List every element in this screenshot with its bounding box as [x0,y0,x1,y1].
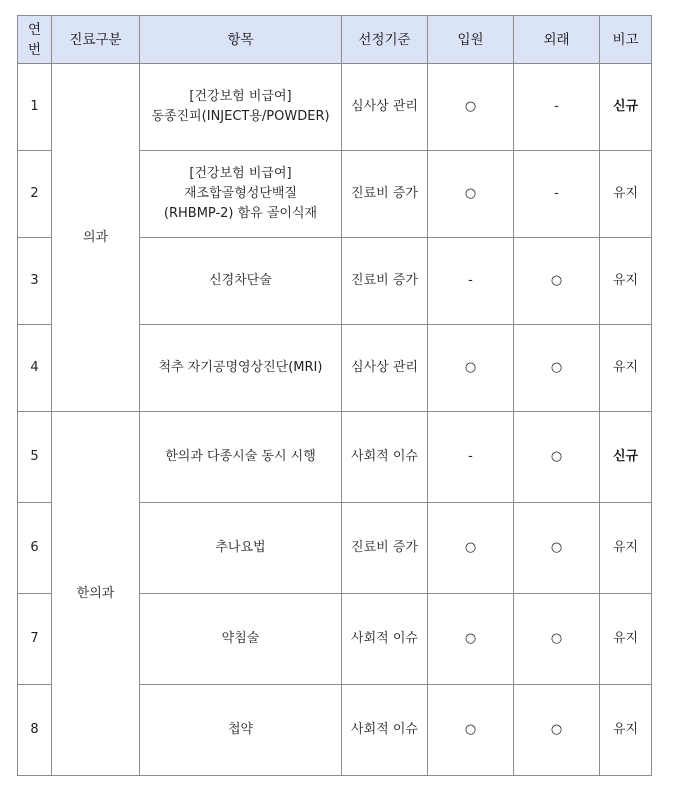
table-row [18,64,652,151]
row-no: 7 [18,594,52,685]
item-line: 첩약 [227,722,254,737]
criteria-cell: 사회적 이슈 [342,685,428,776]
row-no: 5 [18,412,52,503]
item-cell [140,594,342,685]
dept-group-korean-medicine: 한의과 [52,412,140,776]
criteria-cell: 사회적 이슈 [342,594,428,685]
header-outpatient: 외래 [514,16,600,64]
row-no: 8 [18,685,52,776]
item-cell [140,151,342,238]
item-line: 동종진피(INJECT용/POWDER) [151,109,330,124]
item-cell [140,325,342,412]
inpatient-mark: - [428,238,514,325]
header-note: 비고 [600,16,652,64]
outpatient-mark: ○ [514,412,600,503]
item-cell [140,64,342,151]
criteria-cell: 진료비 증가 [342,238,428,325]
header-dept: 진료구분 [52,16,140,64]
inpatient-mark: ○ [428,685,514,776]
item-cell [140,238,342,325]
header-item: 항목 [140,16,342,64]
item-line: (RHBMP-2) 함유 골이식재 [163,206,318,221]
item-line: [건강보험 비급여] [189,89,292,104]
note-cell: 신규 [600,412,652,503]
inpatient-mark: ○ [428,325,514,412]
table-row [18,412,652,503]
inpatient-mark: ○ [428,64,514,151]
note-cell: 유지 [600,151,652,238]
outpatient-mark: - [514,151,600,238]
item-cell [140,412,342,503]
row-no: 4 [18,325,52,412]
item-cell [140,685,342,776]
header-no: 연번 [18,16,52,64]
header-criteria: 선정기준 [342,16,428,64]
inpatient-mark: - [428,412,514,503]
note-cell: 유지 [600,325,652,412]
item-line: 한의과 다종시술 동시 시행 [165,449,316,464]
inpatient-mark: ○ [428,594,514,685]
header-inpatient: 입원 [428,16,514,64]
inpatient-mark: ○ [428,151,514,238]
row-no: 3 [18,238,52,325]
item-line: 신경차단술 [209,273,272,288]
outpatient-mark: ○ [514,685,600,776]
criteria-cell: 사회적 이슈 [342,412,428,503]
note-cell: 유지 [600,238,652,325]
criteria-cell: 심사상 관리 [342,64,428,151]
inpatient-mark: ○ [428,503,514,594]
item-line: 재조합골형성단백질 [183,186,298,201]
item-line: [건강보험 비급여] [189,166,292,181]
note-cell: 유지 [600,594,652,685]
note-cell: 유지 [600,503,652,594]
row-no: 2 [18,151,52,238]
item-cell [140,503,342,594]
item-line: 약침술 [221,631,260,646]
note-cell: 신규 [600,64,652,151]
outpatient-mark: ○ [514,503,600,594]
outpatient-mark: ○ [514,238,600,325]
outpatient-mark: ○ [514,325,600,412]
row-no: 6 [18,503,52,594]
outpatient-mark: - [514,64,600,151]
note-cell: 유지 [600,685,652,776]
row-no: 1 [18,64,52,151]
header-row [18,16,652,64]
outpatient-mark: ○ [514,594,600,685]
selection-items-table [17,15,652,776]
item-line: 추나요법 [215,540,266,555]
criteria-cell: 진료비 증가 [342,503,428,594]
criteria-cell: 진료비 증가 [342,151,428,238]
item-line: 척추 자기공명영상진단(MRI) [158,360,323,375]
dept-group-medical: 의과 [52,64,140,412]
criteria-cell: 심사상 관리 [342,325,428,412]
